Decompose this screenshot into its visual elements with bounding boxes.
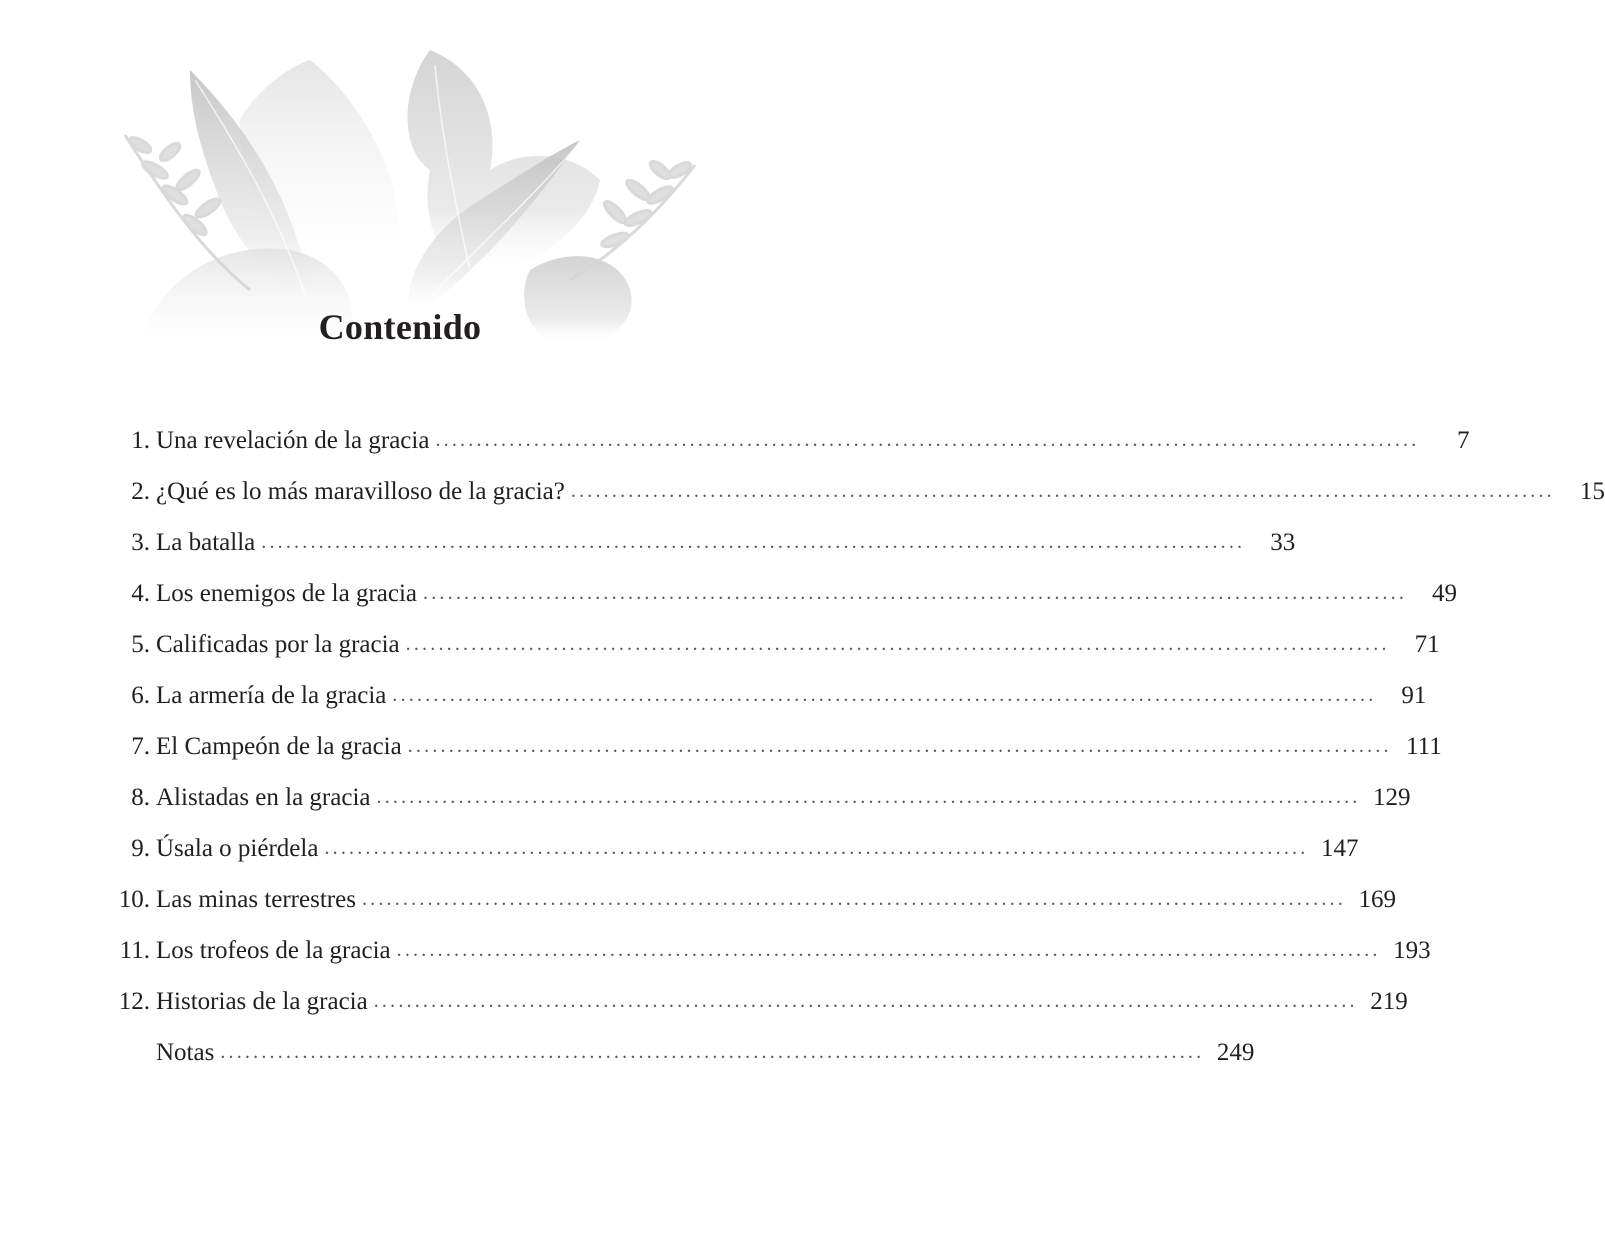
toc-entry-page: 147 [1320, 834, 1359, 862]
toc-entry [100, 466, 1605, 517]
toc-entry-title: Alistadas en la gracia [156, 783, 371, 811]
toc-entry-number: 5. [131, 630, 150, 658]
toc-entry [100, 925, 1431, 976]
toc-entry [100, 568, 1458, 619]
toc-entry [100, 772, 1411, 823]
toc-entry [100, 874, 1396, 925]
toc-entry-title: La batalla [156, 528, 256, 556]
toc-entry-page: 15 [1579, 477, 1605, 505]
toc-entry-number: 12. [118, 987, 150, 1015]
toc-entry-title: Los trofeos de la gracia [156, 936, 391, 964]
toc-entry [100, 670, 1427, 721]
dot-leader: ........................................................................................................................ [407, 735, 1392, 757]
toc-entry [100, 976, 1408, 1027]
toc-entry-number: 10. [118, 885, 150, 913]
toc-entry-title: ¿Qué es lo más maravilloso de la gracia? [156, 477, 565, 505]
toc-entry-title: Historias de la gracia [156, 987, 368, 1015]
toc-entry-number: 8. [131, 783, 150, 811]
toc-entry-page: 249 [1216, 1038, 1255, 1066]
toc-entry-page: 111 [1406, 732, 1442, 760]
toc-entry-number: 3. [131, 528, 150, 556]
toc-entry [100, 721, 1442, 772]
dot-leader: ........................................................................................................................ [261, 531, 1246, 553]
dot-leader: ........................................................................................................................ [423, 582, 1408, 604]
toc-entry-page: 193 [1393, 936, 1431, 964]
toc-entry-page: 7 [1456, 426, 1470, 454]
dot-leader: ........................................................................................................................ [361, 888, 1346, 910]
toc-entry-page: 33 [1270, 528, 1296, 556]
toc-entry-page: 71 [1414, 630, 1440, 658]
toc-entry-number: 11. [119, 936, 150, 964]
dot-leader: ........................................................................................................................ [392, 684, 1377, 706]
toc-entry-title: Calificadas por la gracia [156, 630, 400, 658]
toc-entry [100, 1027, 1255, 1078]
page-title: Contenido [318, 307, 482, 347]
dot-leader: ........................................................................................................................ [373, 990, 1358, 1012]
toc-entry-number: 1. [131, 426, 150, 454]
toc-entry-number: 7. [131, 732, 150, 760]
toc-entry-title: Una revelación de la gracia [156, 426, 430, 454]
dot-leader: ........................................................................................................................ [220, 1041, 1205, 1063]
toc-entry-number: 9. [131, 834, 150, 862]
toc-entry [100, 517, 1296, 568]
toc-entry-title: Úsala o piérdela [156, 834, 319, 862]
toc-entry-page: 129 [1373, 783, 1411, 811]
toc-entry-page: 49 [1432, 579, 1458, 607]
toc-entry [100, 823, 1359, 874]
toc-entry-title: Las minas terrestres [156, 885, 356, 913]
dot-leader: ........................................................................................................................ [570, 480, 1555, 502]
dot-leader: ........................................................................................................................ [376, 786, 1361, 808]
toc-entry-page: 169 [1358, 885, 1396, 913]
dot-leader: ........................................................................................................................ [324, 837, 1309, 859]
table-of-contents [100, 415, 1605, 1078]
toc-entry-page: 219 [1370, 987, 1408, 1015]
dot-leader: ........................................................................................................................ [405, 633, 1390, 655]
toc-entry-title: Notas [156, 1038, 215, 1066]
toc-entry-number: 6. [131, 681, 150, 709]
toc-entry-number: 4. [131, 579, 150, 607]
toc-entry-title: Los enemigos de la gracia [156, 579, 418, 607]
toc-entry-title: La armería de la gracia [156, 681, 387, 709]
toc-entry [100, 415, 1470, 466]
toc-entry [100, 619, 1440, 670]
dot-leader: ........................................................................................................................ [435, 429, 1420, 451]
dot-leader: ........................................................................................................................ [396, 939, 1381, 961]
toc-entry-page: 91 [1401, 681, 1427, 709]
toc-entry-title: El Campeón de la gracia [156, 732, 402, 760]
toc-entry-number: 2. [131, 477, 150, 505]
